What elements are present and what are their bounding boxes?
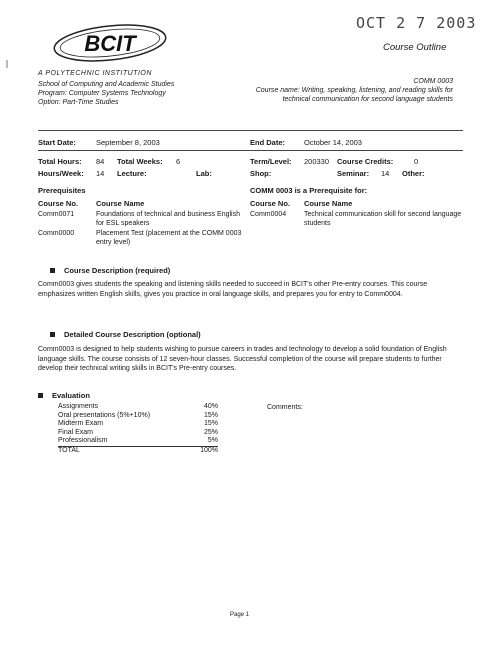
evaluation-row	[58, 437, 218, 446]
evaluation-percent: 40%	[203, 403, 218, 410]
evaluation-item: Final Exam	[58, 428, 94, 436]
start-date-value: September 8, 2003	[96, 138, 160, 147]
is-prereq-course-no: Comm0004	[250, 211, 287, 218]
term-level-value: 200330	[304, 157, 330, 166]
term-level-label: Term/Level:	[250, 157, 292, 166]
hours-week-value: 14	[96, 169, 105, 178]
evaluation-percent: 25%	[203, 428, 218, 436]
institution-tagline: A POLYTECHNIC INSTITUTION	[38, 70, 152, 77]
received-date-stamp: OCT 2 7 2003	[356, 14, 477, 32]
seminar-value: 14	[381, 169, 390, 178]
total-weeks-label: Total Weeks:	[117, 157, 163, 166]
evaluation-title: Evaluation	[52, 391, 90, 400]
detailed-description-heading	[50, 330, 201, 339]
course-description-heading	[50, 266, 170, 275]
option-name: Option: Part-Time Studies	[38, 99, 119, 106]
evaluation-heading	[38, 391, 90, 400]
course-description-text: Comm0003 gives students the speaking and listening skills needed to succeed in BCIT's other Pre-entry courses. This course emphasizes written English skills, gives you practice in oral language skills, and prepares you for entry to Comm0004.	[38, 281, 428, 298]
prereq-col-course-name: Course Name	[96, 199, 145, 208]
divider	[38, 130, 463, 131]
total-weeks-value: 6	[176, 157, 181, 166]
total-hours-label: Total Hours:	[38, 157, 82, 166]
other-label: Other:	[402, 169, 425, 178]
is-prereq-title: COMM 0003 is a Prerequisite for:	[250, 186, 368, 195]
lecture-label: Lecture:	[117, 169, 147, 178]
school-name: School of Computing and Academic Studies	[38, 81, 175, 88]
svg-text:BCIT: BCIT	[84, 31, 136, 56]
evaluation-percent: 15%	[203, 411, 218, 419]
comments-label: Comments:	[267, 404, 303, 411]
course-credits-label: Course Credits:	[337, 157, 394, 166]
evaluation-item: Professionalism	[58, 437, 108, 445]
total-hours-value: 84	[96, 157, 105, 166]
page-number: Page 1	[230, 612, 250, 618]
evaluation-percent: 5%	[207, 437, 218, 445]
prerequisites-title: Prerequisites	[38, 186, 86, 195]
divider	[38, 150, 463, 151]
prereq-col-course-no: Course No.	[38, 199, 79, 208]
prereq-course-no: Comm0000	[38, 230, 75, 237]
course-identity	[238, 77, 453, 104]
end-date-label: End Date:	[250, 138, 286, 147]
course-credits-value: 0	[414, 157, 419, 166]
evaluation-row	[58, 403, 218, 412]
prereq-course-name: Placement Test (placement at the COMM 0003 entry level)	[96, 230, 242, 246]
prereq-course-no: Comm0071	[38, 211, 75, 218]
detailed-description-title: Detailed Course Description (optional)	[64, 330, 201, 339]
shop-label: Shop:	[250, 169, 272, 178]
program-name: Program: Computer Systems Technology	[38, 90, 166, 97]
lab-label: Lab:	[196, 169, 212, 178]
square-bullet-icon	[38, 393, 43, 398]
evaluation-item: Oral presentations (5%+10%)	[58, 411, 151, 419]
is-prereq-col-course-no: Course No.	[250, 199, 291, 208]
hours-week-label: Hours/Week:	[38, 169, 84, 178]
course-code: COMM 0003	[413, 78, 453, 85]
school-info	[38, 80, 174, 107]
prereq-course-name: Foundations of technical and business English for ESL speakers	[96, 211, 240, 227]
bcit-logo	[50, 22, 170, 64]
detailed-description-text: Comm0003 is designed to help students wishing to pursue careers in trades and technology to develop a solid foundation of English language skills. The course consists of 12 seven-hour classes. Successful completion of the course will prepare students to further develop their technical writing skills in BCIT's Pre-entry courses.	[38, 346, 447, 372]
course-name: Course name: Writing, speaking, listening, and reading skills for technical communication for second language students	[255, 87, 453, 103]
evaluation-total-label: TOTAL	[58, 446, 80, 454]
document-title: Course Outline	[383, 42, 447, 53]
square-bullet-icon	[50, 332, 55, 337]
evaluation-item: Assignments	[58, 403, 99, 410]
evaluation-row	[58, 412, 218, 421]
square-bullet-icon	[50, 268, 55, 273]
evaluation-item: Midterm Exam	[58, 420, 104, 428]
course-description-title: Course Description (required)	[64, 266, 171, 275]
evaluation-percent: 15%	[203, 420, 218, 428]
margin-mark	[6, 60, 8, 68]
evaluation-row	[58, 429, 218, 438]
start-date-label: Start Date:	[38, 138, 76, 147]
is-prereq-course-name: Technical communication skill for second language students	[304, 211, 462, 227]
end-date-value: October 14, 2003	[304, 138, 362, 147]
evaluation-row	[58, 420, 218, 429]
is-prereq-col-course-name: Course Name	[304, 199, 353, 208]
seminar-label: Seminar:	[337, 169, 370, 178]
evaluation-total-row	[58, 446, 218, 456]
evaluation-table	[58, 403, 218, 456]
evaluation-total-value: 100%	[200, 446, 218, 454]
